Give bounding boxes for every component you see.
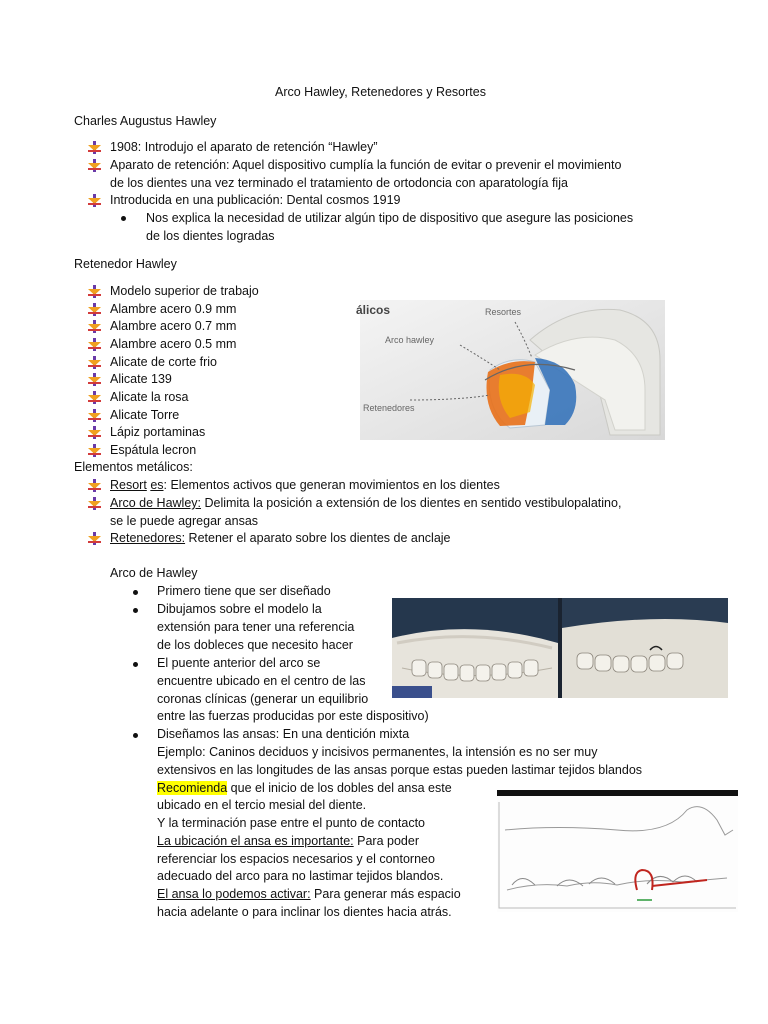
bullet-arrow-icon: [88, 141, 101, 154]
arco-term: Arco de Hawley:: [110, 496, 202, 510]
list-item: Espátula lecron: [110, 443, 197, 457]
figure-label-corner: álicos: [356, 303, 391, 317]
retenedores-line: [110, 530, 451, 548]
bullet-dot-icon: [133, 590, 138, 595]
resort-definition: : Elementos activos que generan movimientos en los dientes: [163, 478, 500, 492]
bullet-arrow-icon: [88, 159, 101, 172]
dental-model-photos: [392, 598, 728, 698]
ubicacion-line: adecuado del arco para no lastimar tejidos blandos.: [157, 869, 444, 883]
activar-text: Para generar más espacio: [310, 887, 461, 901]
arco-bullet: Diseñamos las ansas: En una dentición mixta: [157, 727, 410, 741]
recommend-line: ubicado en el tercio mesial del diente.: [157, 798, 367, 812]
recommend-text: que el inicio de los dobles del ansa este: [227, 781, 452, 795]
example-line: Ejemplo: Caninos deciduos y incisivos permanentes, la intensión es no ser muy: [157, 745, 598, 759]
arco-bullet-continuation: extensión para tener una referencia: [157, 620, 355, 634]
example-line: extensivos en las longitudes de las ansas porque estas pueden lastimar tejidos blandos: [157, 763, 643, 777]
bullet-dot-icon: [133, 608, 138, 613]
bullet-dot-icon: [121, 216, 126, 221]
figure-label-arco: Arco hawley: [385, 335, 435, 345]
arco-definition: Delimita la posición a extensión de los dientes en sentido vestibulopalatino,: [201, 496, 622, 510]
bullet-arrow-icon: [88, 285, 101, 298]
activar-line: [157, 886, 461, 904]
page-title: Arco Hawley, Retenedores y Resortes: [275, 85, 486, 99]
list-item-continuation: de los dientes una vez terminado el tratamiento de ortodoncia con aparatología fija: [110, 176, 568, 190]
bullet-arrow-icon: [88, 444, 101, 457]
list-item: Aparato de retención: Aquel dispositivo cumplía la función de evitar o prevenir el movimiento: [110, 158, 622, 172]
bullet-arrow-icon: [88, 338, 101, 351]
section-heading-arco: Arco de Hawley: [110, 566, 198, 580]
resort-line: [110, 477, 500, 495]
recommend-line: [157, 780, 452, 798]
ubicacion-text: Para poder: [353, 834, 419, 848]
resort-term: Resort: [110, 478, 147, 492]
activar-term: El ansa lo podemos activar:: [157, 887, 311, 901]
section-heading-retenedor: Retenedor Hawley: [74, 257, 177, 271]
list-item: Alicate de corte frio: [110, 355, 217, 369]
hawley-retainer-figure: [356, 300, 665, 440]
figure-label-resortes: Resortes: [485, 307, 522, 317]
list-item: Introducida en una publicación: Dental cosmos 1919: [110, 193, 401, 207]
bullet-arrow-icon: [88, 479, 101, 492]
bullet-arrow-icon: [88, 391, 101, 404]
bullet-arrow-icon: [88, 356, 101, 369]
bullet-dot-icon: [133, 662, 138, 667]
list-item: Alicate Torre: [110, 408, 180, 422]
recommend-line: Y la terminación pase entre el punto de contacto: [157, 816, 425, 830]
bullet-arrow-icon: [88, 320, 101, 333]
loop-diagram: [497, 790, 738, 912]
bullet-arrow-icon: [88, 409, 101, 422]
sub-item: Nos explica la necesidad de utilizar algún tipo de dispositivo que asegure las posiciones: [146, 211, 634, 225]
bullet-arrow-icon: [88, 532, 101, 545]
resort-term-suffix: es: [150, 478, 164, 492]
arco-bullet-continuation: de los dobleces que necesito hacer: [157, 638, 353, 652]
list-item: Alicate la rosa: [110, 390, 189, 404]
bullet-arrow-icon: [88, 303, 101, 316]
bullet-arrow-icon: [88, 426, 101, 439]
arco-bullet-continuation: coronas clínicas (generar un equilibrio: [157, 692, 369, 706]
bullet-arrow-icon: [88, 497, 101, 510]
list-item: Alambre acero 0.5 mm: [110, 337, 237, 351]
retenedores-definition: Retener el aparato sobre los dientes de anclaje: [185, 531, 451, 545]
bullet-dot-icon: [133, 733, 138, 738]
list-item: 1908: Introdujo el aparato de retención “Hawley”: [110, 140, 378, 154]
arco-definition-continuation: se le puede agregar ansas: [110, 514, 259, 528]
bullet-arrow-icon: [88, 194, 101, 207]
ubicacion-line: [157, 833, 419, 851]
arco-bullet: Dibujamos sobre el modelo la: [157, 602, 322, 616]
retenedores-term: Retenedores:: [110, 531, 186, 545]
sub-item-continuation: de los dientes logradas: [146, 229, 275, 243]
figure-label-retenedores: Retenedores: [363, 403, 415, 413]
section-heading-hawley: Charles Augustus Hawley: [74, 114, 217, 128]
arco-bullet-continuation: entre las fuerzas producidas por este dispositivo): [157, 709, 429, 723]
arco-line: [110, 495, 621, 513]
list-item: Alicate 139: [110, 372, 172, 386]
arco-bullet: El puente anterior del arco se: [157, 656, 321, 670]
section-heading-elementos: Elementos metálicos:: [74, 460, 193, 474]
list-item: Alambre acero 0.7 mm: [110, 319, 237, 333]
list-item: Lápiz portaminas: [110, 425, 206, 439]
activar-line: hacia adelante o para inclinar los dientes hacia atrás.: [157, 905, 452, 919]
list-item: Alambre acero 0.9 mm: [110, 302, 237, 316]
list-item: Modelo superior de trabajo: [110, 284, 259, 298]
ubicacion-line: referenciar los espacios necesarios y el contorneo: [157, 852, 435, 866]
highlighted-word: Recomienda: [157, 781, 228, 795]
bullet-arrow-icon: [88, 373, 101, 386]
ubicacion-term: La ubicación el ansa es importante:: [157, 834, 354, 848]
arco-bullet-continuation: encuentre ubicado en el centro de las: [157, 674, 366, 688]
arco-bullet: Primero tiene que ser diseñado: [157, 584, 331, 598]
